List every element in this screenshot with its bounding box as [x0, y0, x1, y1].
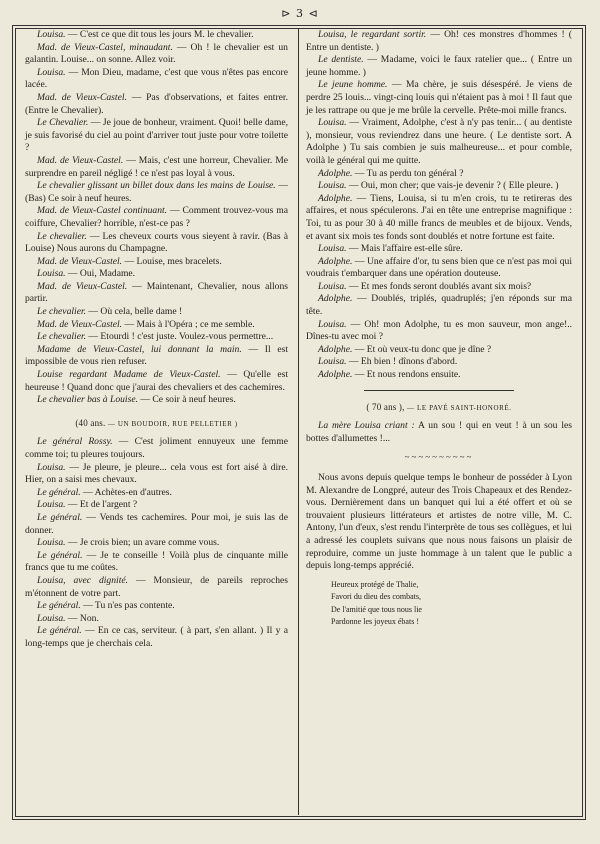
dialogue-line: [306, 344, 572, 357]
line-text: — Et où veux-tu donc que je dîne ?: [352, 343, 492, 355]
speaker-name: Louisa.: [37, 612, 66, 624]
speaker-name: Louisa.: [37, 66, 66, 78]
line-text: — Achètes-en d'autres.: [80, 486, 172, 498]
line-text: — Une affaire d'or, tu sens bien que ce n'est pas moi qui voudrais t'embarquer dans une opération douteuse.: [306, 255, 572, 280]
poem-line: Heureux protégé de Thalie,: [331, 579, 419, 589]
poem-line: Pardonne les joyeux ébats !: [331, 617, 419, 627]
poem: [331, 579, 572, 629]
dialogue-line: [25, 268, 288, 281]
speaker-name: Adolphe.: [318, 167, 353, 179]
speaker-name: Louisa, le regardant sortir.: [318, 29, 427, 40]
line-text: — Je te conseille ! Voilà plus de cinquante mille francs que tu me coûtes.: [25, 549, 289, 574]
dialogue-block-1: [25, 29, 288, 407]
line-text: — Je crois bien; un avare comme vous.: [65, 537, 220, 549]
line-text: — C'est joliment ennuyeux une femme comme toi; tu pleures toujours.: [25, 436, 288, 460]
left-column: [25, 29, 288, 651]
dialogue-line: [306, 243, 572, 256]
speaker-name: Le chevalier.: [37, 331, 87, 343]
dialogue-line: [25, 550, 288, 575]
speaker-name: Louisa.: [318, 117, 347, 129]
dialogue-line: [25, 344, 288, 369]
dialogue-line: [25, 92, 288, 117]
line-text: — Non.: [65, 612, 99, 624]
dialogue-line: [306, 369, 572, 382]
closing-paragraph: Nous avons depuis quelque temps le bonheur de posséder à Lyon M. Alexandre de Longpré, auteur des Trois Chapeaux et des Rendez-vous. Dernièrement dans un banquet qui lui a été offert et où se trouvaient plusieurs littérateurs et artistes de notre ville, M. C. Antony, l'un d'eux, s'est rendu l'interprète de tous ses collègues, et lui a adressé les couplets suivans que nous nous faisons un plaisir de reproduire, comme un juste hommage à un talent que le public a depuis long-temps apprécié.: [306, 472, 572, 572]
line-text: — Les cheveux courts vous sieyent à ravir. (Bas à Louise) Nous aurons du Champagne.: [25, 230, 288, 255]
scene-place: — UN BOUDOIR, RUE PELLETIER ): [107, 419, 238, 428]
dialogue-line: [25, 67, 288, 92]
dialogue-line: [25, 487, 288, 500]
dialogue-block-4: [306, 420, 572, 445]
dialogue-line: [306, 356, 572, 369]
speaker-name: Louisa, avec dignité.: [37, 574, 129, 586]
dialogue-line: [306, 319, 572, 344]
line-text: — Qu'elle est heureuse ! Quand donc que j'aurai des chevaliers et des cachemires.: [25, 369, 288, 393]
speaker-name: Le chevalier.: [37, 230, 87, 242]
line-text: — Il est impossible de vous rien refuser.: [25, 343, 288, 368]
scene-heading-70-ans: [306, 401, 572, 415]
dialogue-line: [25, 256, 288, 269]
speaker-name: Le dentiste.: [318, 54, 364, 66]
dialogue-line: [25, 512, 288, 537]
line-text: — Oh ! le chevalier est un galantin. Louise... on sonne. Allez voir.: [25, 41, 288, 66]
speaker-name: Louisa.: [318, 280, 347, 292]
dialogue-line: [25, 281, 288, 306]
dialogue-line: [25, 29, 288, 42]
line-text: — Et nous rendons ensuite.: [352, 369, 461, 381]
line-text: — Madame, voici le faux ratelier que... ( Entre un jeune homme. ): [306, 54, 572, 78]
dialogue-line: [306, 29, 572, 54]
dialogue-line: [306, 281, 572, 294]
dialogue-line: [25, 231, 288, 256]
line-text: — Vends tes cachemires. Pour moi, je suis las de donner.: [25, 511, 288, 536]
poem-line: Favori du dieu des combats,: [331, 592, 421, 602]
speaker-name: Le chevalier.: [37, 306, 87, 318]
speaker-name: Le général.: [37, 511, 83, 523]
dialogue-line: [25, 499, 288, 512]
speaker-name: Louisa.: [37, 29, 66, 40]
dialogue-line: [25, 394, 288, 407]
dialogue-line: [25, 537, 288, 550]
dialogue-line: [25, 42, 288, 67]
dialogue-line: [25, 117, 288, 155]
dialogue-line: [25, 575, 288, 600]
line-text: — Vraiment, Adolphe, c'est à n'y pas tenir... ( au dentiste ), monsieur, vous reviendrez dans une heure. ( Le dentiste sort. A Adolphe ) Tu sais combien je suis malheureuse... et pour comble, voilà le général qui me quitte.: [306, 117, 572, 166]
dialogue-line: [25, 180, 288, 205]
scene-heading-40-ans: [25, 417, 288, 431]
line-text: — Mon Dieu, madame, c'est que vous n'êtes pas encore lacée.: [25, 66, 288, 91]
dialogue-line: [306, 293, 572, 318]
poem-line: De l'amitié que tous nous lie: [331, 604, 422, 614]
speaker-name: Mad. de Vieux-Castel.: [37, 318, 123, 330]
line-text: — Et mes fonds seront doublés avant six mois?: [346, 280, 532, 292]
scene-place: — LE PAVÉ SAINT-HONORÉ.: [407, 403, 512, 412]
line-text: — Tu as perdu ton général ?: [352, 167, 464, 179]
dialogue-line: [25, 306, 288, 319]
speaker-name: Louise regardant Madame de Vieux-Castel.: [37, 369, 221, 381]
line-text: — Etourdi ! c'est juste. Voulez-vous permettre...: [86, 331, 274, 343]
line-text: — Tiens, Louisa, si tu m'en crois, tu te retireras des affaires, et nous spéculerons. J'ai en tête une entreprise magnifique : Toi, tu as pour 30 à 40 mille francs de meubles et de bijoux. Vends, et avant six mois tes fonds sont doublés et notre fortune est faite.: [306, 192, 572, 242]
speaker-name: Louisa.: [37, 537, 66, 549]
speaker-name: Mad. de Vieux-Castel.: [37, 255, 123, 267]
dialogue-line: [306, 256, 572, 281]
speaker-name: Le Chevalier.: [37, 117, 89, 129]
dialogue-line: [25, 613, 288, 626]
dialogue-line: [25, 331, 288, 344]
line-text: — Je joue de bonheur, vraiment. Quoi! belle dame, je suis favorisé du ciel au point d'arriver tout juste pour votre toilette ?: [25, 117, 288, 154]
line-text: — Comment trouvez-vous ma coiffure, Chevalier? horrible, n'est-ce pas ?: [25, 205, 288, 229]
speaker-name: Le général.: [37, 625, 82, 637]
line-text: — Oui, mon cher; que vais-je devenir ? ( Elle pleure. ): [346, 180, 559, 192]
scene-age: (40 ans.: [75, 417, 106, 428]
line-text: A un sou ! qui en veut ! à un sou les bottes d'allumettes !...: [306, 420, 572, 444]
line-text: — (Bas) Ce soir à neuf heures.: [25, 180, 288, 204]
line-text: — Mais à l'Opéra ; ce me semble.: [122, 318, 255, 330]
line-text: — Oh! ces monstres d'hommes ! ( Entre un dentiste. ): [306, 29, 573, 53]
dialogue-block-2: [25, 436, 288, 650]
line-text: — Monsieur, de pareils reproches m'étonnent de votre part.: [25, 574, 288, 599]
dialogue-line: [25, 600, 288, 613]
line-text: — Mais l'affaire est-elle sûre.: [346, 243, 463, 255]
column-divider: [298, 28, 299, 815]
speaker-name: Louisa.: [318, 356, 347, 368]
line-text: — Eh bien ! dînons d'abord.: [346, 356, 458, 368]
dialogue-line: [25, 319, 288, 332]
line-text: — Maintenant, Chevalier, nous allons partir.: [25, 280, 288, 305]
line-text: — Ma chère, je suis désespéré. Je viens de perdre 25 louis... vingt-cinq louis qui n'étaient pas à moi ! Il faut que je les rattrape ou que je me brûle la cervelle. Prête-moi mille francs.: [306, 79, 572, 116]
line-text: — Je pleure, je pleure... cela vous est fort aisé à dire. Hier, on a saisi mes chevaux.: [25, 461, 288, 486]
line-text: — Ce soir à neuf heures.: [138, 394, 236, 406]
line-text: — Tu n'es pas contente.: [80, 600, 175, 612]
speaker-name: Le général.: [37, 600, 81, 612]
line-text: — Et de l'argent ?: [65, 499, 138, 511]
dialogue-line: [25, 369, 288, 394]
speaker-name: La mère Louisa criant :: [318, 420, 415, 432]
speaker-name: Adolphe.: [318, 255, 353, 267]
line-text: — Oui, Madame.: [65, 268, 136, 280]
line-text: — Pas d'observations, et faites entrer. (Entre le Chevalier).: [25, 91, 288, 116]
speaker-name: Louisa.: [318, 318, 347, 330]
dialogue-line: [25, 205, 288, 230]
dialogue-block-3: [306, 29, 572, 382]
speaker-name: Louisa.: [318, 243, 347, 255]
speaker-name: Le chevalier bas à Louise.: [37, 394, 138, 406]
speaker-name: Louisa.: [37, 461, 66, 473]
speaker-name: Le général Rossy.: [37, 436, 113, 448]
speaker-name: Adolphe.: [318, 192, 353, 204]
speaker-name: Mad. de Vieux-Castel.: [37, 154, 124, 166]
dialogue-line: [306, 180, 572, 193]
dialogue-line: [25, 436, 288, 461]
speaker-name: Mad. de Vieux-Castel.: [37, 280, 128, 292]
line-text: — Où cela, belle dame !: [86, 306, 183, 318]
line-text: — C'est ce que dit tous les jours M. le chevalier.: [65, 29, 254, 40]
line-text: — Louise, mes bracelets.: [122, 255, 222, 267]
dialogue-line: [25, 462, 288, 487]
speaker-name: Louisa.: [37, 499, 66, 511]
right-column: [306, 29, 572, 629]
speaker-name: Madame de Vieux-Castel, lui donnant la main.: [37, 343, 242, 355]
speaker-name: Mad. de Vieux-Castel.: [37, 91, 127, 103]
line-text: — Doublés, triplés, quadruplés; j'en réponds sur ma tête.: [306, 293, 572, 318]
section-rule: [364, 390, 514, 391]
speaker-name: Mad. de Vieux-Castel continuant.: [37, 205, 168, 217]
speaker-name: Le général.: [37, 549, 83, 561]
speaker-name: Adolphe.: [318, 369, 353, 381]
speaker-name: Mad. de Vieux-Castel, minaudant.: [37, 41, 173, 53]
ornament-divider: ~~~~~~~~~~: [404, 452, 474, 463]
speaker-name: Le général.: [37, 486, 81, 498]
dialogue-line: [306, 168, 572, 181]
line-text: — Mais, c'est une horreur, Chevalier. Me surprendre en pareil négligé ! ce n'est pas loyal à vous.: [25, 154, 288, 179]
speaker-name: Louisa.: [318, 180, 347, 192]
dialogue-line: [25, 625, 288, 650]
speaker-name: Le chevalier glissant un billet doux dans les mains de Louise.: [37, 180, 276, 192]
speaker-name: Le jeune homme.: [318, 79, 388, 91]
dialogue-line: [306, 420, 572, 445]
speaker-name: Adolphe.: [318, 293, 353, 305]
dialogue-line: [306, 79, 572, 117]
dialogue-line: [306, 193, 572, 243]
page-number: ⊳ 3 ⊲: [281, 7, 319, 20]
line-text: — Oh! mon Adolphe, tu es mon sauveur, mon ange!.. Dînes-tu avec moi ?: [306, 318, 572, 343]
dialogue-line: [306, 117, 572, 167]
speaker-name: Adolphe.: [318, 343, 353, 355]
scene-age: ( 70 ans ),: [366, 401, 405, 412]
dialogue-line: [25, 155, 288, 180]
line-text: — En ce cas, serviteur. ( à part, s'en allant. ) Il y a long-temps que je cherchais cela.: [25, 625, 289, 649]
dialogue-line: [306, 54, 572, 79]
speaker-name: Louisa.: [37, 268, 66, 280]
